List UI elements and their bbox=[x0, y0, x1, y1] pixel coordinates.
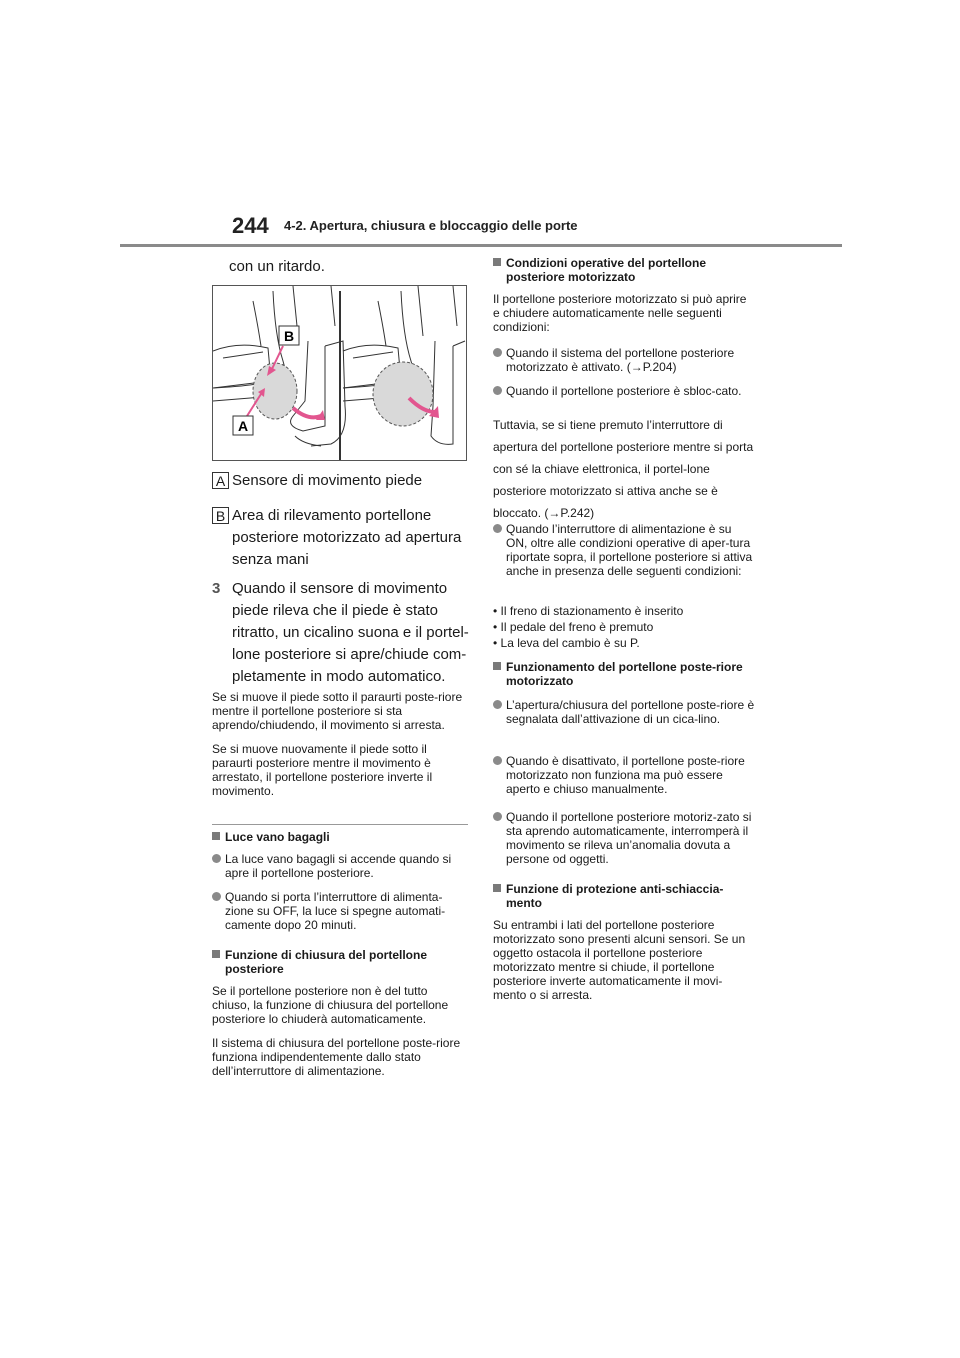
intro-text: con un ritardo. bbox=[229, 258, 325, 275]
heading-antischiaccia: Funzione di protezione anti-schiaccia-mento bbox=[493, 882, 755, 910]
heading-luce: Luce vano bagagli bbox=[212, 830, 468, 844]
foot-sensor-illustration bbox=[213, 286, 466, 460]
circle-bullet-icon bbox=[493, 524, 502, 533]
square-bullet-icon bbox=[493, 258, 501, 266]
bullet-funzionamento-1: L’apertura/chiusura del portellone poste-riore è segnalata dall’attivazione di un cica-lino. bbox=[493, 698, 755, 726]
circle-bullet-icon bbox=[212, 854, 221, 863]
square-bullet-icon bbox=[493, 662, 501, 670]
legend-text-b: Area di rilevamento portellone posteriore motorizzato ad apertura senza mani bbox=[232, 507, 462, 568]
circle-bullet-icon bbox=[493, 812, 502, 821]
square-bullet-icon bbox=[212, 832, 220, 840]
legend-badge-a: A bbox=[212, 472, 229, 489]
note-1: Se si muove il piede sotto il paraurti poste-riore mentre il portellone posteriore si sta aprendo/chiudendo, il movimento si arresta. bbox=[212, 690, 463, 732]
legend-badge-b: B bbox=[212, 507, 229, 524]
square-bullet-icon bbox=[493, 884, 501, 892]
legend-item-b bbox=[212, 505, 472, 571]
header-rule bbox=[120, 244, 842, 247]
circle-bullet-icon bbox=[493, 700, 502, 709]
condizioni-intro: Il portellone posteriore motorizzato si può aprire e chiudere automaticamente nelle seguenti condizioni: bbox=[493, 292, 747, 334]
subitem-2: • Il pedale del freno è premuto bbox=[493, 620, 654, 634]
bullet-luce-2: Quando si porta l’interruttore di alimenta-zione su OFF, la luce si spegne automati-camente dopo 20 minuti. bbox=[212, 890, 468, 932]
legend-text-a: Sensore di movimento piede bbox=[232, 472, 423, 489]
subitem-1: • Il freno di stazionamento è inserito bbox=[493, 604, 684, 618]
circle-bullet-icon bbox=[493, 348, 502, 357]
chiusura-para-2: Il sistema di chiusura del portellone poste-riore funziona indipendentemente dallo stato dell’interruttore di alimentazione. bbox=[212, 1036, 461, 1078]
section-title: 4-2. Apertura, chiusura e bloccaggio delle porte bbox=[284, 218, 578, 233]
heading-chiusura: Funzione di chiusura del portellone posteriore bbox=[212, 948, 468, 976]
step-text: Quando il sensore di movimento piede rileva che il piede è stato ritratto, un cicalino suona e il portel-lone posteriore si apre/chiude com-pletamente in modo automatico. bbox=[232, 580, 469, 685]
figure-label-a: A bbox=[237, 418, 249, 434]
figure-label-b: B bbox=[283, 328, 295, 344]
square-bullet-icon bbox=[212, 950, 220, 958]
bullet-luce-1: La luce vano bagagli si accende quando si apre il portellone posteriore. bbox=[212, 852, 468, 880]
bullet-funzionamento-2: Quando è disattivato, il portellone poste-riore motorizzato non funziona ma può essere aperto e chiuso manualmente. bbox=[493, 754, 755, 796]
bullet-condizioni-1: Quando il sistema del portellone posteriore motorizzato è attivato. (→P.204) bbox=[493, 346, 755, 374]
circle-bullet-icon bbox=[212, 892, 221, 901]
chiusura-para-1: Se il portellone posteriore non è del tutto chiuso, la funzione di chiusura del portellone posteriore lo chiuderà automaticamente. bbox=[212, 984, 449, 1026]
foot-sensor-figure bbox=[212, 285, 467, 461]
circle-bullet-icon bbox=[493, 386, 502, 395]
heading-funzionamento: Funzionamento del portellone poste-riore motorizzato bbox=[493, 660, 755, 688]
column-divider bbox=[212, 824, 468, 825]
page-number: 244 bbox=[232, 213, 269, 238]
bullet-condizioni-2: Quando il portellone posteriore è sbloc-cato. bbox=[493, 384, 755, 398]
condizioni-tuttavia: Tuttavia, se si tiene premuto l’interruttore di apertura del portellone posteriore mentre si porta con sé la chiave elettronica, il portel-lone posteriore motorizzato si attiva anche se è bloccato. (→P.242) bbox=[493, 418, 754, 520]
bullet-condizioni-3: Quando l’interruttore di alimentazione è su ON, oltre alle condizioni operative di aper-tura riportate sopra, il portellone posteriore si attiva anche in presenza delle seguenti condizioni: bbox=[493, 522, 755, 578]
subitem-3: • La leva del cambio è su P. bbox=[493, 636, 640, 650]
heading-condizioni: Condizioni operative del portellone posteriore motorizzato bbox=[493, 256, 755, 284]
step-number: 3 bbox=[212, 580, 221, 597]
circle-bullet-icon bbox=[493, 756, 502, 765]
step-3 bbox=[212, 578, 472, 688]
legend-item-a bbox=[212, 470, 472, 492]
antischiaccia-text: Su entrambi i lati del portellone posteriore motorizzato sono presenti alcuni sensori. Se un oggetto ostacola il portellone posteriore motorizzato mentre si chiude, il portellone posteriore inverte automaticamente il movi-mento o si arresta. bbox=[493, 918, 746, 1002]
note-2: Se si muove nuovamente il piede sotto il paraurti posteriore mentre il movimento è arrestato, il portellone posteriore inverte il movimento. bbox=[212, 742, 433, 798]
bullet-funzionamento-3: Quando il portellone posteriore motoriz-zato si sta aprendo automaticamente, interromperà il movimento se rileva un’anomalia dovuta a persone od oggetti. bbox=[493, 810, 755, 866]
